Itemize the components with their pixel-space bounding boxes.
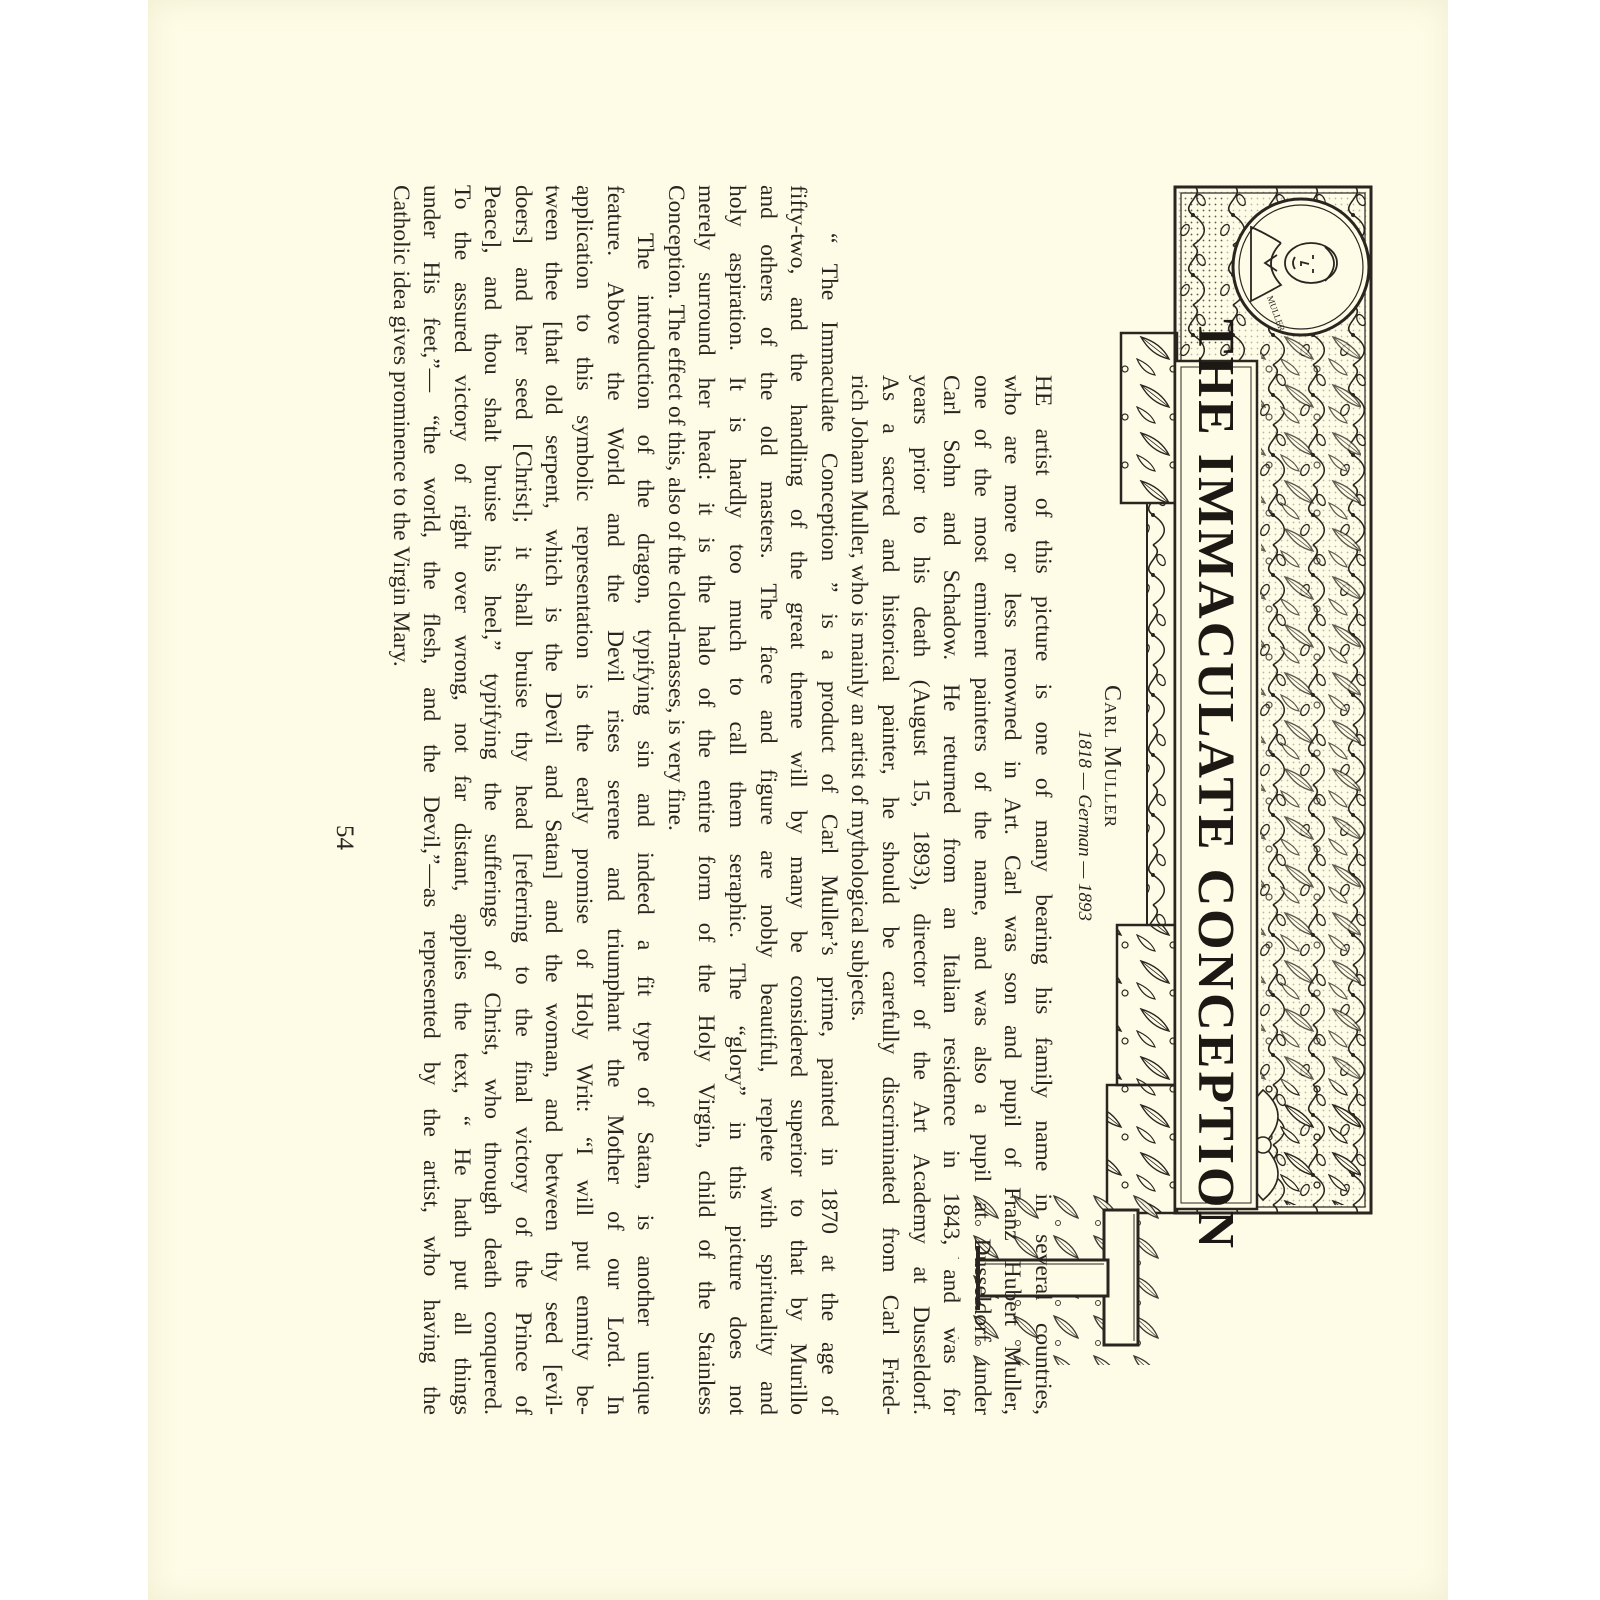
page-paper [148,0,1448,1600]
body-line: “ The Immaculate Conception ” is a product of Carl Muller’s prime, painted in 1870 at the age of [815,233,842,1415]
body-line: To the assured victory of right over wrong, not far distant, applies the text, “ He hath put all things [448,185,475,1415]
body-line: As a sacred and historical painter, he should be carefully discriminated from Carl Fried- [877,375,904,1415]
body-line: application to this symbolic representation is the early promise of Holy Writ: “I will put enmity be- [571,185,598,1415]
page-number: 54 [331,825,358,850]
body-line: who are more or less renowned in Art. Carl was son and pupil of Franz Hubert Muller, [999,375,1026,1415]
title-panel [1179,318,1253,1252]
artist-name: Carl Muller [1099,685,1125,829]
body-line: feature. Above the World and the Devil rises serene and triumphant the Mother of our Lord. In [601,185,628,1415]
body-line: under His feet,”— “the world, the flesh, and the Devil,”—as represented by the artist, who having the [418,185,445,1415]
body-line: Conception. The effect of this, also of the cloud-masses, is very fine. [662,185,689,831]
body-line: HE artist of this picture is one of many bearing his family name in several countries, [1030,375,1056,1415]
body-line: holy aspiration. It is hardly too much to call them seraphic. The “glory” in this picture does not [724,185,751,1415]
body-line: doers] and her seed [Christ]; it shall bruise thy head [referring to the final victory of the Prince of [509,185,536,1415]
body-line: fifty-two, and the handling of the great theme will by many be considered superior to that by Murillo [785,185,812,1415]
body-line: Catholic idea gives prominence to the Virgin Mary. [387,185,414,667]
body-line: years prior to his death (August 15, 1893), director of the Art Academy at Dusseldorf. [907,375,934,1415]
body-line: rich Johann Muller, who is mainly an artist of mythological subjects. [846,375,873,1022]
body-line: one of the most eminent painters of the name, and was also a pupil at Dusseldorf under [968,375,995,1415]
page-title: THE IMMACULATE CONCEPTION [1187,318,1245,1252]
body-line: Peace], and thou shalt bruise his heel,” typifying the sufferings of Christ, who through death conquered. [479,185,506,1415]
article-body [385,185,1058,1415]
artist-dates: 1818 — German — 1893 [1074,730,1095,922]
body-line: and others of the old masters. The face and figure are nobly beautiful, replete with spirituality and [754,185,781,1415]
ornamental-banner [1093,185,1373,1252]
body-line: tween thee [that old serpent, which is the Devil and Satan] and the woman, and between thy seed [evil- [540,185,567,1415]
portrait-label: MULLER [1264,294,1288,333]
body-line: The introduction of the dragon, typifying sin and indeed a fit type of Satan, is another unique [632,233,659,1415]
body-line: Carl Sohn and Schadow. He returned from an Italian residence in 1843, and was for [938,375,965,1415]
rotated-page-content [323,185,1373,1425]
body-line: merely surround her head: it is the halo of the entire form of the Holy Virgin, child of the Stainless [693,185,720,1415]
